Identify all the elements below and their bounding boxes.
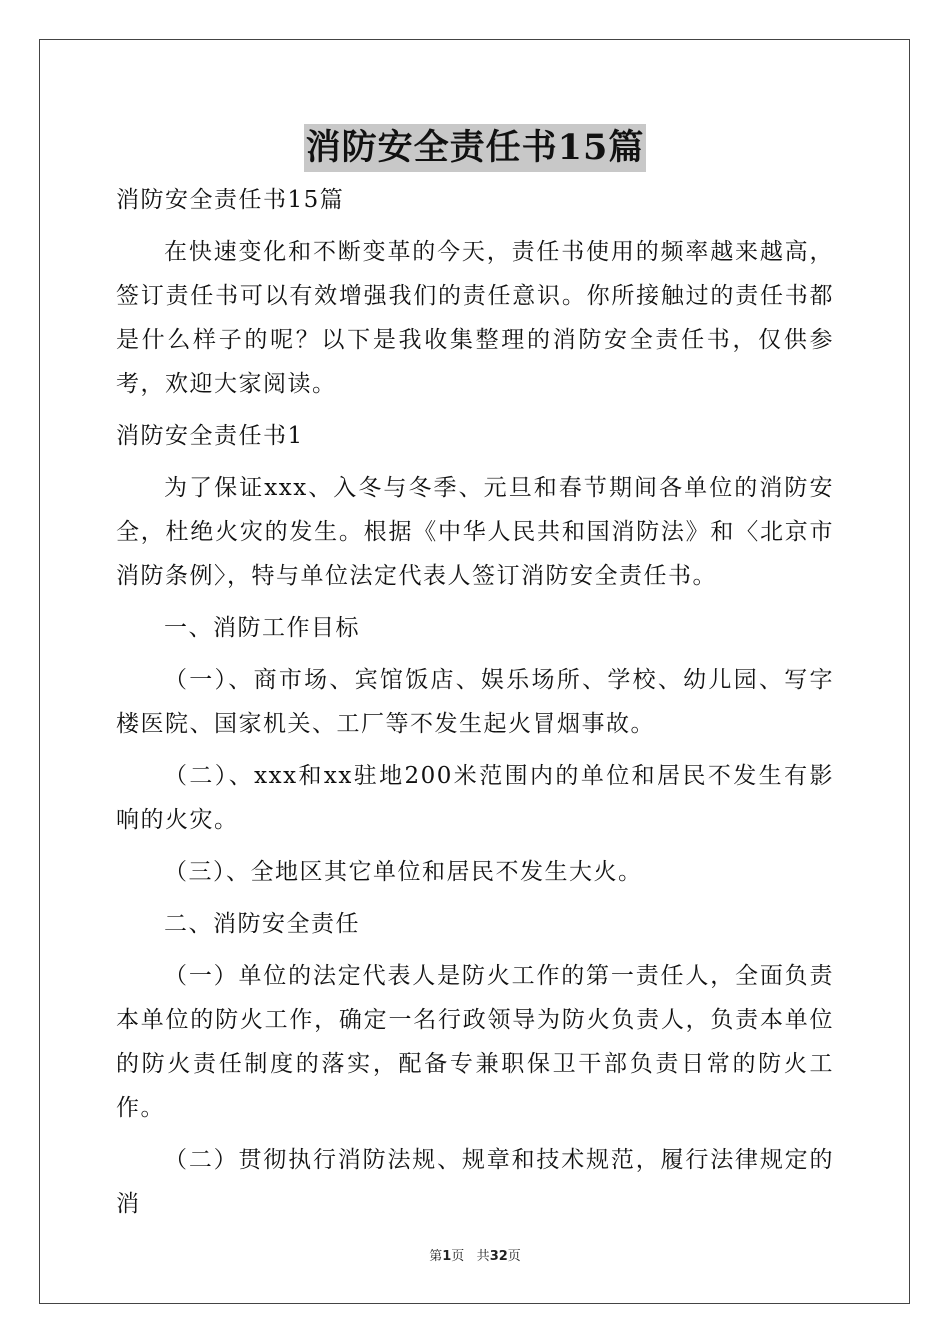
total-pages: 32 <box>489 1249 508 1264</box>
paragraph: 在快速变化和不断变革的今天，责任书使用的频率越来越高，签订责任书可以有效增强我们的责任意识。你所接触过的责任书都是什么样子的呢？以下是我收集整理的消防安全责任书，仅供参考，欢迎大家阅读。 <box>116 239 834 397</box>
footer-page-suffix: 页 <box>451 1249 465 1264</box>
footer-total-prefix: 共 <box>476 1249 490 1264</box>
paragraph: （一）单位的法定代表人是防火工作的第一责任人，全面负责本单位的防火工作，确定一名行政领导为防火负责人，负责本单位的防火责任制度的落实，配备专兼职保卫干部负责日常的防火工作。 <box>116 963 834 1121</box>
paragraph: （二）、xxx和xx驻地200米范围内的单位和居民不发生有影响的火灾。 <box>116 763 834 833</box>
page-footer <box>0 1245 950 1264</box>
paragraph: 一、消防工作目标 <box>164 615 360 641</box>
footer-total-suffix: 页 <box>507 1249 521 1264</box>
paragraph: （三）、全地区其它单位和居民不发生大火。 <box>164 859 643 885</box>
paragraph: （一）、商市场、宾馆饭店、娱乐场所、学校、幼儿园、写字楼医院、国家机关、工厂等不发生起火冒烟事故。 <box>116 667 834 737</box>
document-title: 消防安全责任书15篇 <box>304 124 647 172</box>
document-body <box>116 178 834 1234</box>
paragraph: 为了保证xxx、入冬与冬季、元旦和春节期间各单位的消防安全，杜绝火灾的发生。根据《中华人民共和国消防法》和〈北京市消防条例〉，特与单位法定代表人签订消防安全责任书。 <box>116 475 834 589</box>
title-wrap <box>0 124 950 172</box>
paragraph: 二、消防安全责任 <box>164 911 360 937</box>
page-number: 1 <box>442 1249 452 1264</box>
footer-prefix: 第 <box>429 1249 443 1264</box>
paragraph: （二）贯彻执行消防法规、规章和技术规范，履行法律规定的消 <box>116 1147 834 1217</box>
paragraph: 消防安全责任书15篇 <box>116 187 345 213</box>
section-heading: 消防安全责任书1 <box>116 423 304 449</box>
